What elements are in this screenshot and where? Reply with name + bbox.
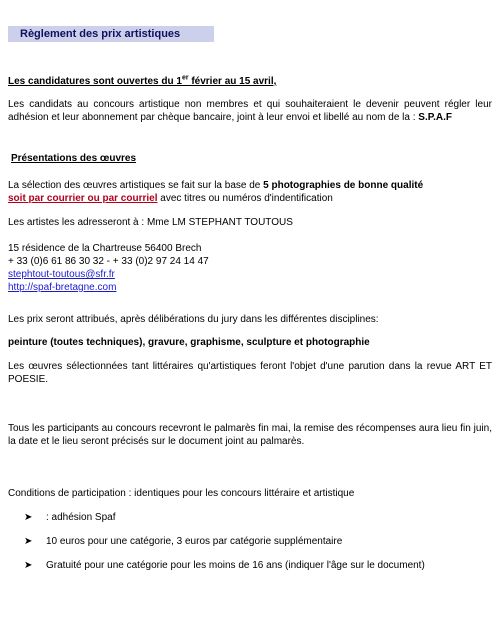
selection-text: La sélection des œuvres artistiques se fait sur la base de bbox=[8, 180, 264, 191]
list-item bbox=[24, 559, 494, 572]
disciplines-text: peinture (toutes techniques), gravure, graphisme, sculpture et photographie bbox=[8, 337, 370, 348]
prizes-text: Les prix seront attribués, après délibérations du jury dans les différentes disciplines: bbox=[8, 314, 379, 325]
arrow-bullet-icon: ➤ bbox=[24, 512, 33, 523]
contact-website-link[interactable]: http://spaf-bretagne.com bbox=[8, 282, 117, 293]
selection-red: soit par courrier ou par courriel bbox=[8, 193, 158, 204]
presentation-heading: Présentations des œuvres bbox=[11, 153, 137, 164]
candidatures-suffix: février au 15 avril, bbox=[188, 76, 277, 87]
candidatures-heading bbox=[8, 75, 492, 88]
list-item bbox=[24, 511, 494, 524]
org-name: S.P.A.F bbox=[418, 112, 452, 123]
condition-text: 10 euros pour une catégorie, 3 euros par catégorie supplémentaire bbox=[46, 536, 343, 547]
contact-phones: + 33 (0)6 61 86 30 32 - + 33 (0)2 97 24 14 47 bbox=[8, 256, 209, 267]
condition-text: Gratuité pour une catégorie pour les moins de 16 ans (indiquer l'âge sur le document) bbox=[46, 560, 425, 571]
contact-intro: Les artistes les adresseront à : Mme LM STEPHANT TOUTOUS bbox=[8, 217, 293, 228]
contact-email-link[interactable]: stephtout-toutous@sfr.fr bbox=[8, 269, 115, 280]
palmares-paragraph: Tous les participants au concours recevront le palmarès fin mai, la remise des récompenses aura lieu fin juin, la date et le lieu seront précisés sur le document joint au palmarès. bbox=[8, 423, 492, 447]
selection-paragraph bbox=[8, 179, 492, 205]
selection-bold: 5 photographies de bonne qualité bbox=[263, 180, 424, 191]
condition-text: : adhésion Spaf bbox=[46, 512, 116, 523]
selection-end: avec titres ou numéros d'indentification bbox=[157, 193, 333, 204]
arrow-bullet-icon: ➤ bbox=[24, 536, 33, 547]
contact-email-line bbox=[8, 268, 492, 281]
intro-paragraph bbox=[8, 98, 492, 124]
intro-text: Les candidats au concours artistique non membres et qui souhaiteraient le devenir peuvent régler leur adhésion et leur abonnement par chèque bancaire, joint à leur envoi et libellé au nom de la : bbox=[8, 99, 492, 123]
candidatures-prefix: Les candidatures sont ouvertes du 1 bbox=[8, 76, 182, 87]
contact-website-line bbox=[8, 281, 492, 294]
conditions-heading: Conditions de participation : identiques pour les concours littéraire et artistique bbox=[8, 488, 355, 499]
list-item bbox=[24, 535, 494, 548]
page-title: Règlement des prix artistiques bbox=[20, 28, 181, 40]
contact-address: 15 résidence de la Chartreuse 56400 Brech bbox=[8, 243, 202, 254]
publication-paragraph: Les œuvres sélectionnées tant littéraires qu'artistiques feront l'objet d'une parution dans la revue ART ET POESIE. bbox=[8, 361, 492, 385]
arrow-bullet-icon: ➤ bbox=[24, 560, 33, 571]
candidatures-sup: er bbox=[181, 74, 189, 82]
